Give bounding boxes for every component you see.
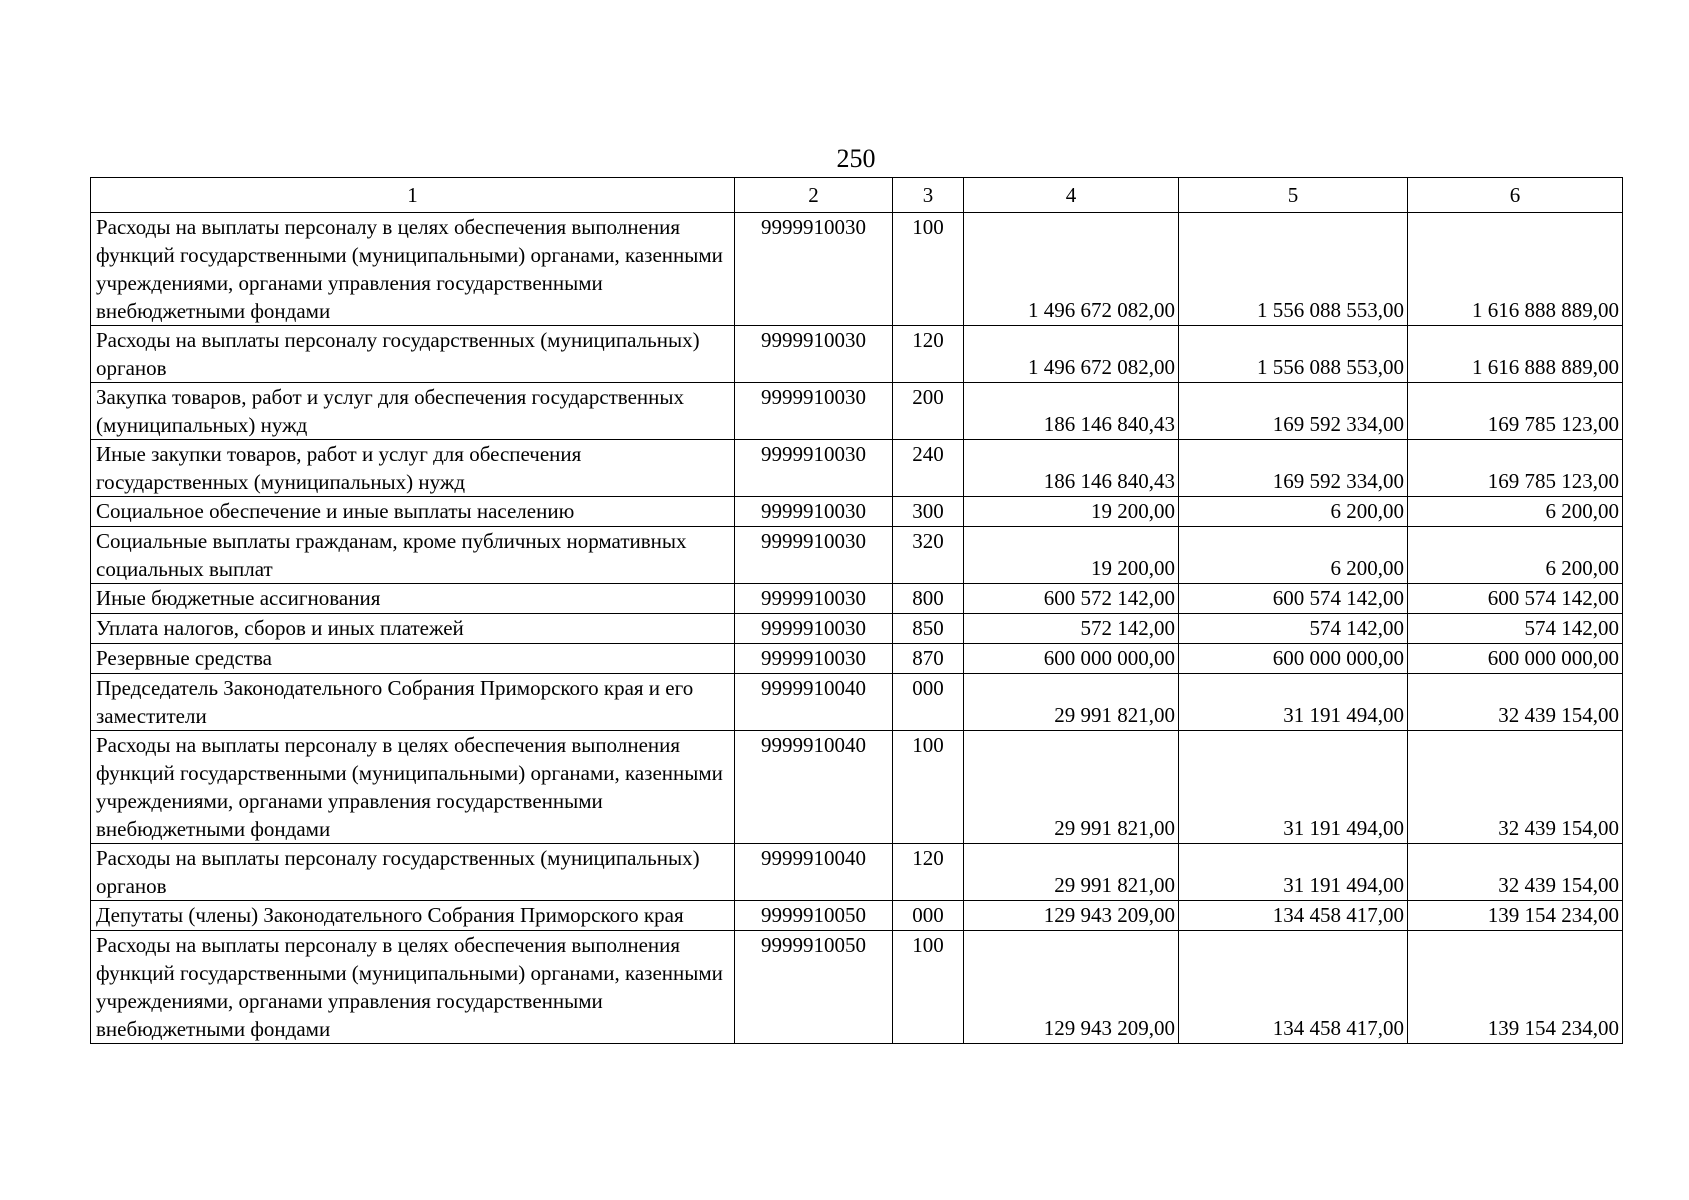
target-article-code-cell: 9999910030 (735, 213, 893, 326)
amount-cell-col5: 134 458 417,00 (1179, 901, 1408, 931)
expense-type-code-cell: 850 (893, 614, 964, 644)
target-article-code-cell: 9999910040 (735, 731, 893, 844)
amount-cell-col4: 186 146 840,43 (964, 440, 1179, 497)
amount-cell-col6: 32 439 154,00 (1408, 731, 1623, 844)
expense-type-code-cell: 100 (893, 213, 964, 326)
header-cell-2: 2 (735, 178, 893, 213)
table-row (91, 931, 1623, 1044)
amount-cell-col6: 6 200,00 (1408, 527, 1623, 584)
table-row (91, 584, 1623, 614)
amount-cell-col4: 19 200,00 (964, 497, 1179, 527)
table-row (91, 213, 1623, 326)
amount-cell-col5: 1 556 088 553,00 (1179, 326, 1408, 383)
expense-name-cell: Иные закупки товаров, работ и услуг для обеспечения государственных (муниципальных) нужд (91, 440, 735, 497)
table-row (91, 527, 1623, 584)
table-row (91, 901, 1623, 931)
expense-name-cell: Расходы на выплаты персоналу государственных (муниципальных) органов (91, 326, 735, 383)
amount-cell-col5: 169 592 334,00 (1179, 440, 1408, 497)
amount-cell-col4: 129 943 209,00 (964, 931, 1179, 1044)
expense-type-code-cell: 320 (893, 527, 964, 584)
table-row (91, 326, 1623, 383)
expense-type-code-cell: 240 (893, 440, 964, 497)
expense-name-cell: Депутаты (члены) Законодательного Собрания Приморского края (91, 901, 735, 931)
target-article-code-cell: 9999910030 (735, 644, 893, 674)
target-article-code-cell: 9999910030 (735, 527, 893, 584)
amount-cell-col6: 139 154 234,00 (1408, 901, 1623, 931)
amount-cell-col5: 169 592 334,00 (1179, 383, 1408, 440)
expense-type-code-cell: 200 (893, 383, 964, 440)
expense-name-cell: Расходы на выплаты персоналу государственных (муниципальных) органов (91, 844, 735, 901)
amount-cell-col4: 29 991 821,00 (964, 674, 1179, 731)
target-article-code-cell: 9999910030 (735, 440, 893, 497)
expense-type-code-cell: 800 (893, 584, 964, 614)
expense-name-cell: Председатель Законодательного Собрания Приморского края и его заместители (91, 674, 735, 731)
amount-cell-col5: 1 556 088 553,00 (1179, 213, 1408, 326)
amount-cell-col6: 169 785 123,00 (1408, 383, 1623, 440)
amount-cell-col4: 1 496 672 082,00 (964, 213, 1179, 326)
amount-cell-col6: 139 154 234,00 (1408, 931, 1623, 1044)
amount-cell-col5: 6 200,00 (1179, 497, 1408, 527)
amount-cell-col6: 6 200,00 (1408, 497, 1623, 527)
amount-cell-col4: 186 146 840,43 (964, 383, 1179, 440)
amount-cell-col4: 572 142,00 (964, 614, 1179, 644)
header-cell-1: 1 (91, 178, 735, 213)
amount-cell-col5: 31 191 494,00 (1179, 731, 1408, 844)
expense-name-cell: Расходы на выплаты персоналу в целях обеспечения выполнения функций государственными (муниципальными) органами, казенными учреждениями, органами управления государственными внебюджетными фондами (91, 731, 735, 844)
amount-cell-col5: 31 191 494,00 (1179, 674, 1408, 731)
amount-cell-col5: 600 574 142,00 (1179, 584, 1408, 614)
table-row (91, 383, 1623, 440)
amount-cell-col6: 169 785 123,00 (1408, 440, 1623, 497)
table-row (91, 644, 1623, 674)
header-cell-3: 3 (893, 178, 964, 213)
target-article-code-cell: 9999910050 (735, 931, 893, 1044)
target-article-code-cell: 9999910030 (735, 497, 893, 527)
table-body (91, 178, 1623, 1044)
amount-cell-col5: 600 000 000,00 (1179, 644, 1408, 674)
target-article-code-cell: 9999910040 (735, 674, 893, 731)
amount-cell-col4: 29 991 821,00 (964, 731, 1179, 844)
table-row (91, 674, 1623, 731)
expense-name-cell: Уплата налогов, сборов и иных платежей (91, 614, 735, 644)
amount-cell-col6: 600 000 000,00 (1408, 644, 1623, 674)
amount-cell-col5: 134 458 417,00 (1179, 931, 1408, 1044)
expense-name-cell: Социальное обеспечение и иные выплаты населению (91, 497, 735, 527)
expense-type-code-cell: 100 (893, 931, 964, 1044)
expense-name-cell: Расходы на выплаты персоналу в целях обеспечения выполнения функций государственными (муниципальными) органами, казенными учреждениями, органами управления государственными внебюджетными фондами (91, 931, 735, 1044)
amount-cell-col6: 32 439 154,00 (1408, 674, 1623, 731)
amount-cell-col4: 600 572 142,00 (964, 584, 1179, 614)
expense-type-code-cell: 300 (893, 497, 964, 527)
table-row (91, 731, 1623, 844)
amount-cell-col6: 600 574 142,00 (1408, 584, 1623, 614)
expense-type-code-cell: 100 (893, 731, 964, 844)
page-number: 250 (836, 144, 876, 173)
expense-name-cell: Резервные средства (91, 644, 735, 674)
amount-cell-col4: 1 496 672 082,00 (964, 326, 1179, 383)
amount-cell-col6: 574 142,00 (1408, 614, 1623, 644)
expense-type-code-cell: 120 (893, 844, 964, 901)
expense-type-code-cell: 870 (893, 644, 964, 674)
expense-type-code-cell: 120 (893, 326, 964, 383)
amount-cell-col4: 129 943 209,00 (964, 901, 1179, 931)
amount-cell-col6: 32 439 154,00 (1408, 844, 1623, 901)
expense-type-code-cell: 000 (893, 674, 964, 731)
table-row (91, 844, 1623, 901)
amount-cell-col6: 1 616 888 889,00 (1408, 326, 1623, 383)
amount-cell-col4: 19 200,00 (964, 527, 1179, 584)
header-cell-5: 5 (1179, 178, 1408, 213)
table-row (91, 497, 1623, 527)
header-cell-6: 6 (1408, 178, 1623, 213)
amount-cell-col5: 574 142,00 (1179, 614, 1408, 644)
amount-cell-col4: 600 000 000,00 (964, 644, 1179, 674)
table-row (91, 614, 1623, 644)
target-article-code-cell: 9999910030 (735, 383, 893, 440)
expense-name-cell: Социальные выплаты гражданам, кроме публичных нормативных социальных выплат (91, 527, 735, 584)
target-article-code-cell: 9999910040 (735, 844, 893, 901)
amount-cell-col5: 31 191 494,00 (1179, 844, 1408, 901)
table-row (91, 440, 1623, 497)
column-number-header (91, 178, 1623, 213)
target-article-code-cell: 9999910030 (735, 326, 893, 383)
amount-cell-col6: 1 616 888 889,00 (1408, 213, 1623, 326)
expense-name-cell: Расходы на выплаты персоналу в целях обеспечения выполнения функций государственными (муниципальными) органами, казенными учреждениями, органами управления государственными внебюджетными фондами (91, 213, 735, 326)
expense-type-code-cell: 000 (893, 901, 964, 931)
amount-cell-col5: 6 200,00 (1179, 527, 1408, 584)
amount-cell-col4: 29 991 821,00 (964, 844, 1179, 901)
header-cell-4: 4 (964, 178, 1179, 213)
target-article-code-cell: 9999910030 (735, 614, 893, 644)
budget-table (90, 177, 1623, 1044)
expense-name-cell: Закупка товаров, работ и услуг для обеспечения государственных (муниципальных) нужд (91, 383, 735, 440)
target-article-code-cell: 9999910050 (735, 901, 893, 931)
expense-name-cell: Иные бюджетные ассигнования (91, 584, 735, 614)
target-article-code-cell: 9999910030 (735, 584, 893, 614)
